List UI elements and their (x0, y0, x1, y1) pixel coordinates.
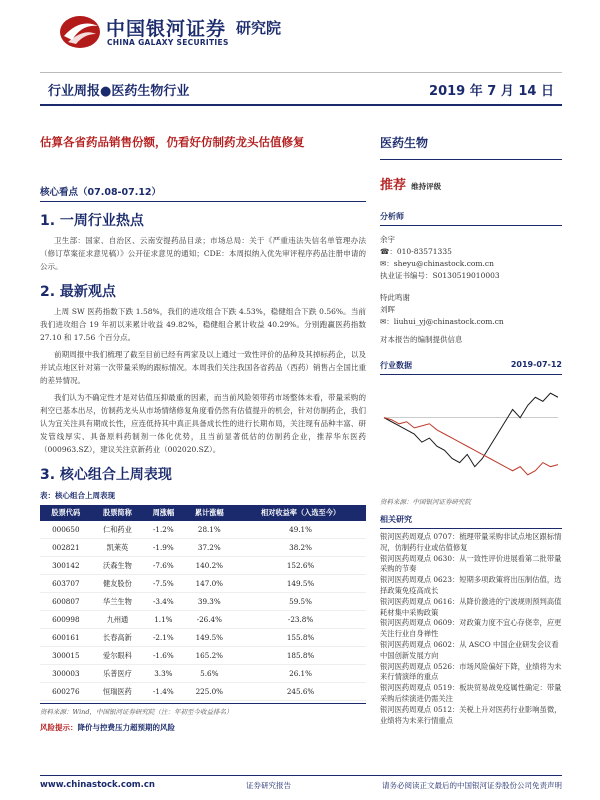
brand-division: 研究院 (236, 19, 282, 37)
table-cell: 147.0% (184, 575, 236, 593)
section-2-para-3: 我们认为不确定性才是对估值压抑最重的因素，而当前风险领带药市场整体未看，带量采购的利空已基本出尽，仿制药龙头从市场情绪修复角度看仍然有估值提升的机会，针对仿制药企，我们认为宜关注具有期成长性，应连低持其中真正具备成长性的进行长期布局，关注现有品种丰富、研发管线厚实、具备原料药制剂一体化优势，且当前显著低估的仿制药企业，推荐华东医药（000963.SZ），建议关注京新药业（002020.SZ）。 (40, 393, 366, 454)
section-2-para-2: 前期周报中我们梳理了截至目前已经有两家及以上通过一致性评价的品种及其掉标药企，以及并试点地区针对第一次带量采购的跟标情况。本周我们关注我国各省药品（西药）销售占全国比重的差异情况。 (40, 350, 366, 385)
table-row (40, 647, 366, 665)
table-cell: -3.4% (143, 593, 183, 611)
banner-divider (40, 104, 562, 106)
table-row (40, 593, 366, 611)
chart-date: 2019-07-12 (510, 360, 562, 369)
table-row (40, 539, 366, 557)
risk-label: 风险提示： (40, 723, 78, 732)
col-rel: 相对收益率（入选至今） (261, 508, 341, 517)
table-header-row (40, 505, 366, 521)
table-cell: 140.2% (184, 557, 236, 575)
table-cell: 39.3% (184, 593, 236, 611)
contrib-label: 特此鸣谢 (380, 293, 410, 302)
analyst-cert: 执业证书编号：S0130519010003 (380, 271, 500, 280)
chart-series-line-2 (384, 418, 558, 475)
table-cell: 仁和药业 (92, 521, 144, 539)
industry-chart (380, 379, 562, 491)
related-list (380, 532, 562, 726)
galaxy-logo-icon (58, 14, 102, 50)
brand-name: 中国银河证券 (106, 18, 227, 40)
table-cell: 38.2% (235, 539, 366, 557)
chart-series-line-1 (384, 393, 558, 467)
section-2-title: 2. 最新观点 (40, 284, 116, 300)
report-headline: 估算各省药品销售份额，仍看好仿制药龙头估值修复 (40, 135, 305, 149)
table-cell: 28.1% (184, 521, 236, 539)
table-cell: 乐普医疗 (92, 665, 144, 683)
table-cell: -1.9% (143, 539, 183, 557)
table-cell: 225.0% (184, 683, 236, 701)
header-divider (40, 72, 562, 73)
report-date: 2019 年 7 月 14 日 (429, 83, 554, 99)
analyst-phone: ☎：010-83571335 (380, 247, 452, 256)
col-week: 周涨幅 (152, 508, 175, 517)
table-bottom-rule (40, 703, 366, 704)
chart-header (380, 360, 562, 371)
table-cell: 155.8% (235, 629, 366, 647)
table-title: 表：核心组合上周表现 (40, 491, 115, 500)
analyst-info (380, 234, 562, 346)
table-cell: 九州通 (92, 611, 144, 629)
analyst-name: 余宇 (380, 235, 395, 244)
table-cell: 149.5% (184, 629, 236, 647)
table-cell: 恒瑞医药 (92, 683, 144, 701)
table-cell: 爱尔眼科 (92, 647, 144, 665)
col-cum: 累计涨幅 (194, 508, 224, 517)
table-cell: 49.1% (235, 521, 366, 539)
chart-divider (380, 374, 562, 375)
table-row (40, 683, 366, 701)
table-cell: -23.8% (235, 611, 366, 629)
table-row (40, 575, 366, 593)
table-cell: 600161 (40, 629, 92, 647)
chart-source: 资料来源：中国银河证券研究院 (380, 498, 471, 506)
table-cell: 300003 (40, 665, 92, 683)
footer-site[interactable]: www.chinastock.com.cn (40, 780, 155, 790)
contrib-email[interactable]: ✉：liuhui_yj@chinastock.com.cn (380, 317, 504, 326)
table-cell: 凯莱英 (92, 539, 144, 557)
table-row (40, 557, 366, 575)
table-cell: 26.1% (235, 665, 366, 683)
portfolio-table (40, 505, 366, 701)
table-cell: 165.2% (184, 647, 236, 665)
table-cell: 245.6% (235, 683, 366, 701)
related-item[interactable]: 银河医药周观点 0630：从一致性评价进展看第二批带量采购的节奏 (380, 553, 562, 574)
footer-center: 证券研究报告 (245, 781, 291, 790)
page-footer (40, 775, 562, 791)
table-cell: 华兰生物 (92, 593, 144, 611)
table-cell: 149.5% (235, 575, 366, 593)
footer-disclaimer: 请务必阅读正文最后的中国银河证券股份公司免责声明 (381, 781, 562, 790)
main-column (40, 114, 366, 733)
related-item[interactable]: 银河医药周观点 0526：市场风险偏好下降，业绩将为未来行情演绎的重点 (380, 661, 562, 682)
core-divider (40, 201, 366, 202)
table-cell: -26.4% (184, 611, 236, 629)
table-cell: -1.4% (143, 683, 183, 701)
related-item[interactable]: 银河医药周观点 0707：梳理带量采购非试点地区跟标情况，仿制药行业或估值修复 (380, 532, 562, 552)
related-item[interactable]: 银河医药周观点 0512：关税上升对医药行业影响虽微，业绩将为未来行情重点 (380, 704, 562, 725)
report-type: 行业周报●医药生物行业 (48, 83, 190, 99)
table-cell: -2.1% (143, 629, 183, 647)
table-cell: 600276 (40, 683, 92, 701)
table-cell: 300015 (40, 647, 92, 665)
section-2-para-1: 上周 SW 医药指数下跌 1.58%，我们的进攻组合下跌 4.53%，稳健组合下跌 0.56%。当前我们进攻组合 19 年初以来累计收益 49.82%，稳健组合累计收益 40.29%。分别跑赢医药指数 27.10 和 17.56 个百分点。 (40, 307, 366, 342)
brand-name-en: CHINA GALAXY SECURITIES (107, 38, 229, 47)
table-cell: 5.6% (184, 665, 236, 683)
table-cell: 3.3% (143, 665, 183, 683)
table-cell: 000650 (40, 521, 92, 539)
analyst-label: 分析师 (380, 212, 404, 221)
table-cell: 59.5% (235, 593, 366, 611)
table-row (40, 629, 366, 647)
risk-text: 降价与控费压力超预期的风险 (77, 723, 175, 732)
col-code: 股票代码 (51, 508, 81, 517)
table-cell: 300142 (40, 557, 92, 575)
table-cell: -7.6% (143, 557, 183, 575)
table-cell: 002821 (40, 539, 92, 557)
table-cell: -1.2% (143, 521, 183, 539)
rating (380, 174, 562, 193)
report-banner (40, 76, 562, 102)
analyst-divider (380, 225, 562, 226)
contrib-note: 对本报告的编制提供信息 (380, 335, 463, 344)
col-name: 股票简称 (103, 508, 132, 517)
table-cell: 健友股份 (92, 575, 144, 593)
table-cell: 1.1% (143, 611, 183, 629)
related-item[interactable]: 银河医药周观点 0609：对政策力度不宜心存侥幸，应更关注行业自身禅性 (380, 618, 562, 639)
table-row (40, 665, 366, 683)
sidebar (380, 114, 562, 726)
table-cell: 152.6% (235, 557, 366, 575)
table-cell: -7.5% (143, 575, 183, 593)
contrib-name: 刘晖 (380, 305, 395, 314)
rating-sub: 维持评级 (411, 182, 442, 191)
chart-label: 行业数据 (380, 361, 412, 370)
related-item[interactable]: 银河医药周观点 0602：从 ASCO 中国企业研发会议看中国创新发展方向 (380, 639, 559, 660)
table-row (40, 521, 366, 539)
related-item[interactable]: 银河医药周观点 0623：短期多项政策将出压制估值，选择政策免疫高成长 (380, 575, 562, 595)
table-cell: 603707 (40, 575, 92, 593)
related-label: 相关研究 (380, 515, 412, 524)
report-header (0, 0, 600, 70)
table-source: 资料来源：Wind，中国银河证券研究院（注：年初至今收益排名） (40, 708, 233, 716)
sector-divider (380, 159, 562, 160)
section-1-title: 1. 一周行业热点 (40, 213, 144, 229)
table-cell: 600807 (40, 593, 92, 611)
table-cell: 37.2% (184, 539, 236, 557)
table-cell: -1.6% (143, 647, 183, 665)
risk-warning (40, 722, 366, 733)
related-item[interactable]: 银河医药周观点 0616：从降价激进的宁波规则预判高值耗材集中采购政策 (380, 596, 562, 617)
table-cell: 沃森生物 (92, 557, 144, 575)
table-row (40, 611, 366, 629)
section-1-text: 卫生部：国家、自治区、云南安提药品目录；市场总局：关于《严重违法失信名单管理办法（修订草案征求意见稿）》公开征求意见的通知；CDE：本周拟纳入优先审评程序药品注册申请的公示。 (40, 236, 366, 271)
section-3-title: 3. 核心组合上周表现 (40, 467, 172, 483)
rating-main: 推荐 (380, 178, 407, 193)
related-item[interactable]: 银河医药周观点 0519：板块贸易战免疫属性确定：带量采购后续演进仍需关注 (380, 683, 562, 703)
related-divider (380, 528, 562, 529)
analyst-email[interactable]: ✉：sheyu@chinastock.com.cn (380, 259, 494, 268)
sector-name: 医药生物 (380, 136, 429, 150)
table-cell: 185.8% (235, 647, 366, 665)
table-cell: 600998 (40, 611, 92, 629)
table-cell: 长春高新 (92, 629, 144, 647)
core-label: 核心看点（07.08-07.12） (40, 187, 162, 198)
